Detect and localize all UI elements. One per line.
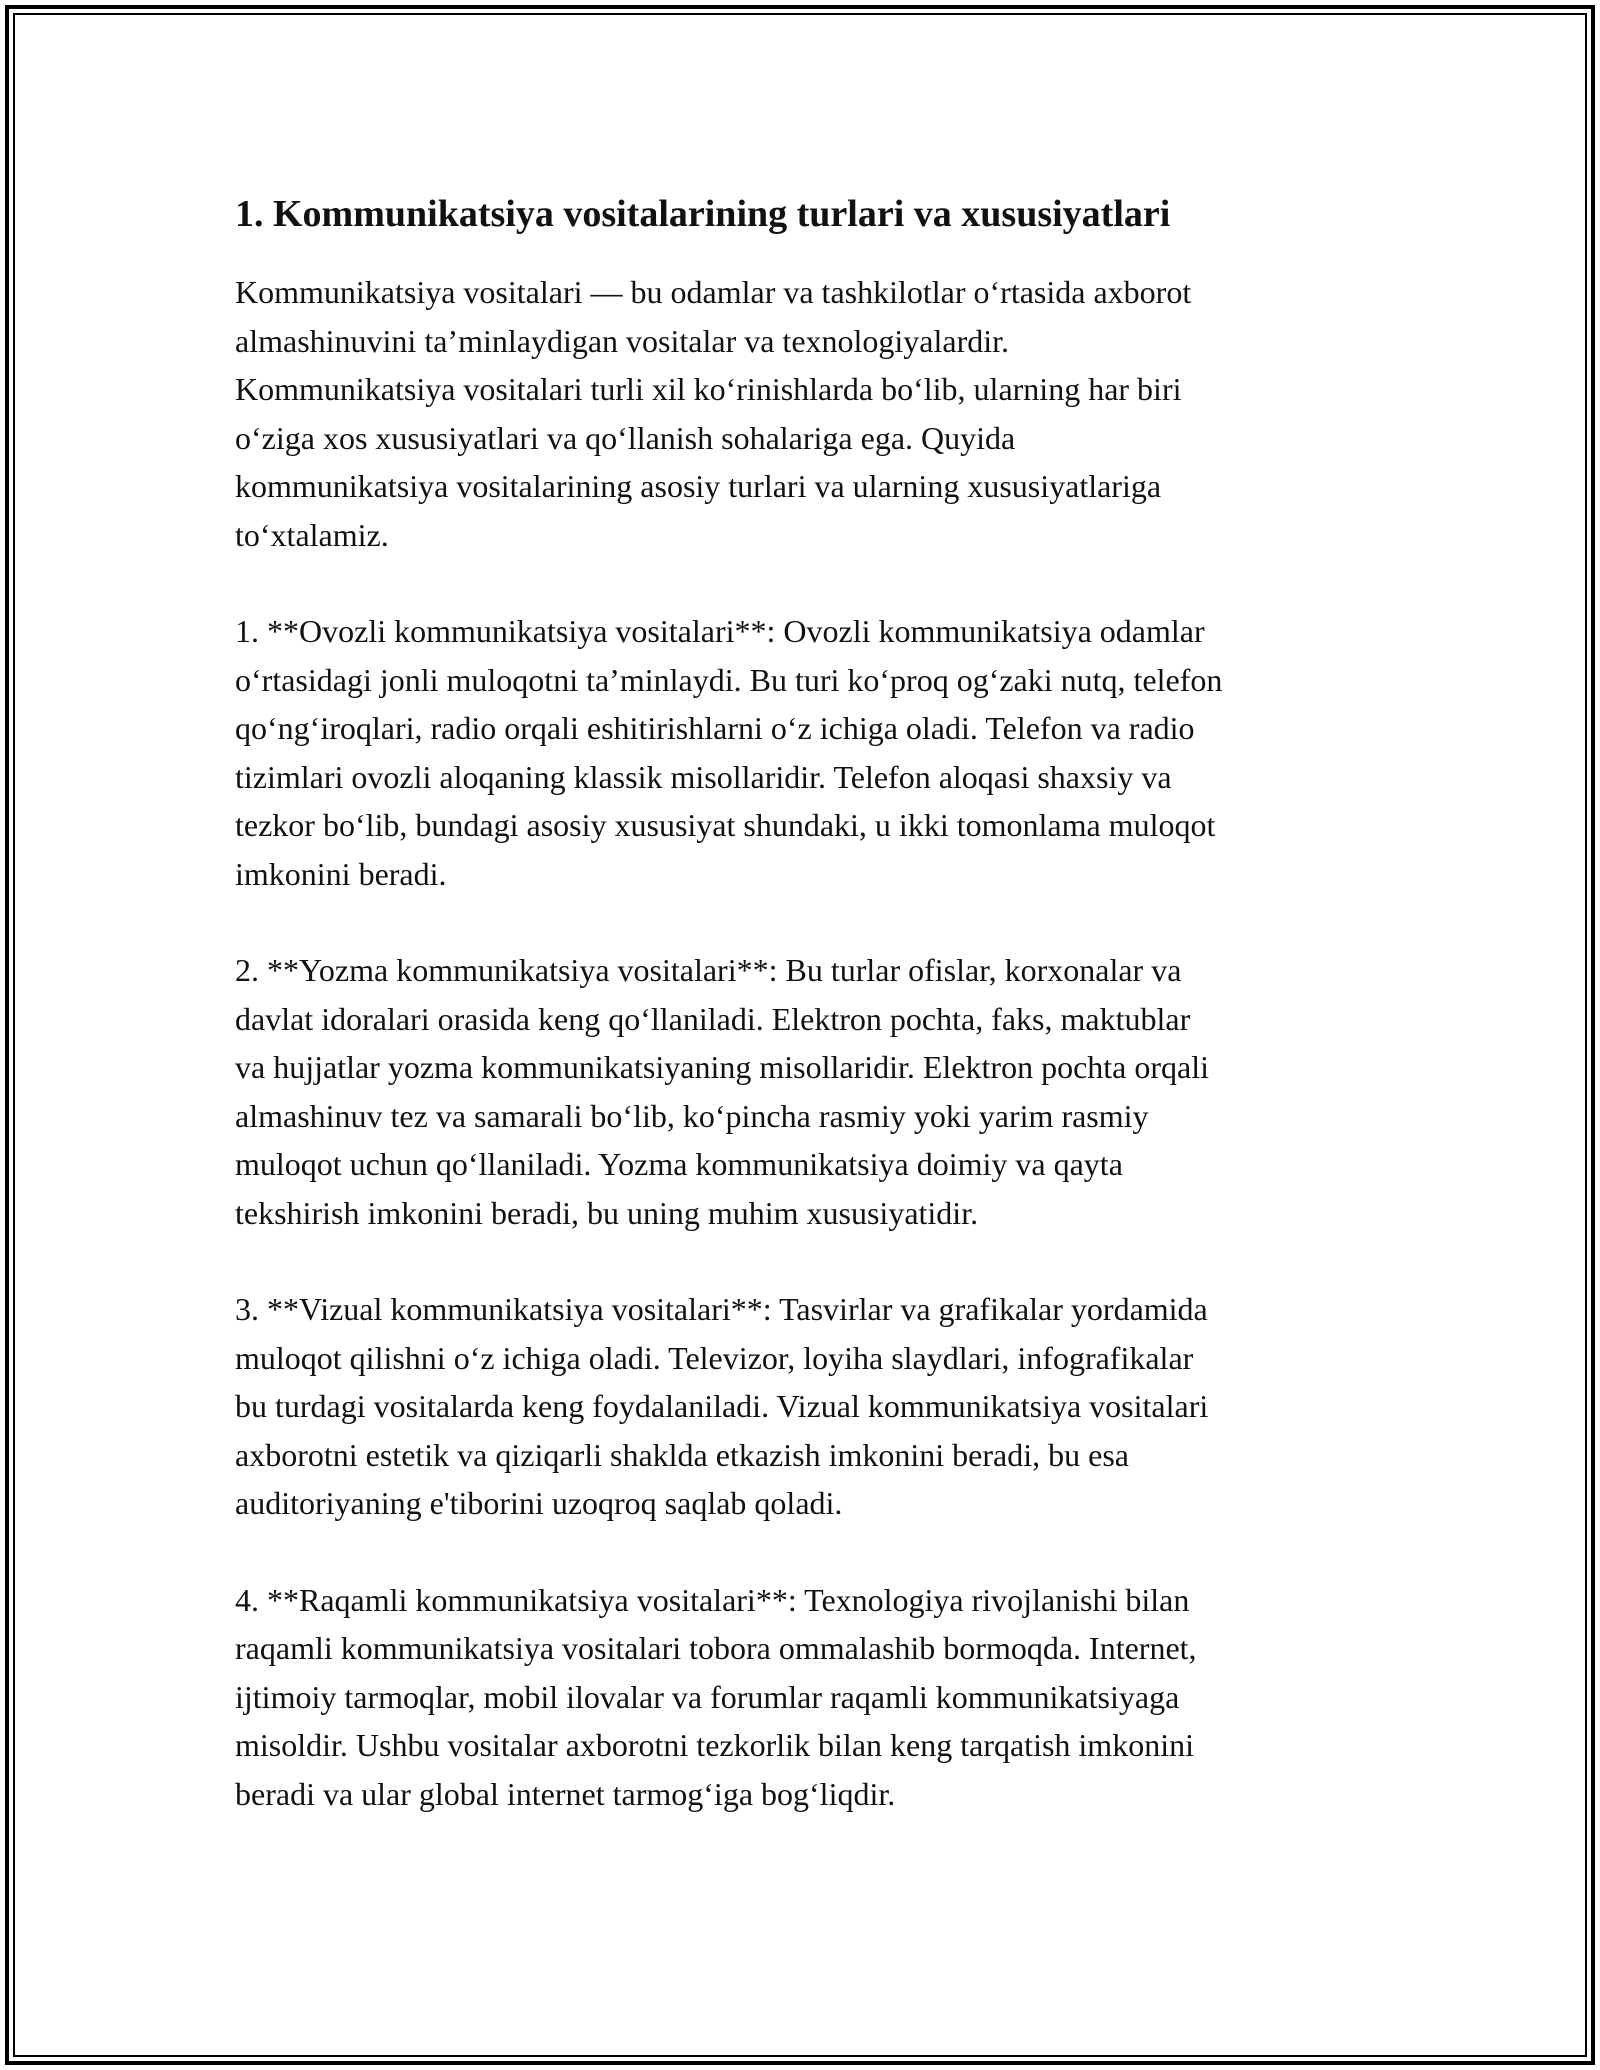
text-line: almashinuv tez va samarali bo‘lib, ko‘pincha rasmiy yoki yarim rasmiy (235, 1097, 1149, 1134)
text-line: almashinuvini ta’minlaydigan vositalar va texnologiyalardir. (235, 322, 1010, 359)
text-line: raqamli kommunikatsiya vositalari tobora ommalashib bormoqda. Internet, (235, 1630, 1197, 1666)
text-line: o‘ziga xos xususiyatlari va qo‘llanish sohalariga ega. Quyida (235, 419, 1016, 456)
digital-communication-paragraph (235, 1576, 1375, 1819)
text-line: tezkor bo‘lib, bundagi asosiy xususiyat shundaki, u ikki tomonlama muloqot (235, 807, 1216, 843)
text-line: qo‘ng‘iroqlari, radio orqali eshitirishlarni o‘z ichiga oladi. Telefon va radio (235, 710, 1195, 746)
text-line: 4. **Raqamli kommunikatsiya vositalari**: Texnologiya rivojlanishi bilan (235, 1581, 1190, 1618)
document-title: 1. Kommunikatsiya vositalarining turlari va xususiyatlari (235, 193, 1171, 235)
text-line: auditoriyaning e'tiborini uzoqroq saqlab qoladi. (235, 1485, 843, 1521)
written-communication-paragraph (235, 946, 1375, 1237)
intro-paragraph (235, 268, 1375, 559)
text-line: bu turdagi vositalarda keng foydalaniladi. Vizual kommunikatsiya vositalari (235, 1388, 1209, 1424)
voice-communication-paragraph (235, 607, 1375, 898)
text-line: muloqot uchun qo‘llaniladi. Yozma kommunikatsiya doimiy va qayta (235, 1146, 1123, 1182)
text-line: davlat idoralari orasida keng qo‘llaniladi. Elektron pochta, faks, maktublar (235, 1000, 1191, 1037)
visual-communication-paragraph (235, 1285, 1375, 1528)
text-line: 3. **Vizual kommunikatsiya vositalari**: Tasvirlar va grafikalar yordamida (235, 1291, 1208, 1327)
text-line: to‘xtalamiz. (235, 516, 389, 553)
text-line: kommunikatsiya vositalarining asosiy turlari va ularning xususiyatlariga (235, 468, 1162, 504)
text-line: Kommunikatsiya vositalari turli xil ko‘rinishlarda bo‘lib, ularning har biri (235, 371, 1182, 407)
text-line: 1. **Ovozli kommunikatsiya vositalari**: Ovozli kommunikatsiya odamlar (235, 613, 1205, 649)
text-line: tizimlari ovozli aloqaning klassik misollaridir. Telefon aloqasi shaxsiy va (235, 758, 1172, 795)
text-line: 2. **Yozma kommunikatsiya vositalari**: Bu turlar ofislar, korxonalar va (235, 952, 1182, 988)
text-line: beradi va ular global internet tarmog‘iga bog‘liqdir. (235, 1775, 896, 1812)
text-line: Kommunikatsiya vositalari — bu odamlar va tashkilotlar o‘rtasida axborot (235, 274, 1192, 310)
document-body (235, 190, 1375, 1866)
text-line: va hujjatlar yozma kommunikatsiyaning misollaridir. Elektron pochta orqali (235, 1049, 1209, 1085)
text-line: misoldir. Ushbu vositalar axborotni tezkorlik bilan keng tarqatish imkonini (235, 1727, 1194, 1763)
text-line: imkonini beradi. (235, 855, 447, 892)
text-line: tekshirish imkonini beradi, bu uning muhim xususiyatidir. (235, 1194, 979, 1231)
text-line: axborotni estetik va qiziqarli shaklda etkazish imkonini beradi, bu esa (235, 1436, 1129, 1473)
text-line: o‘rtasidagi jonli muloqotni ta’minlaydi. Bu turi ko‘proq og‘zaki nutq, telefon (235, 661, 1223, 698)
text-line: muloqot qilishni o‘z ichiga oladi. Televizor, loyiha slaydlari, infografikalar (235, 1339, 1194, 1376)
text-line: ijtimoiy tarmoqlar, mobil ilovalar va forumlar raqamli kommunikatsiyaga (235, 1678, 1180, 1715)
